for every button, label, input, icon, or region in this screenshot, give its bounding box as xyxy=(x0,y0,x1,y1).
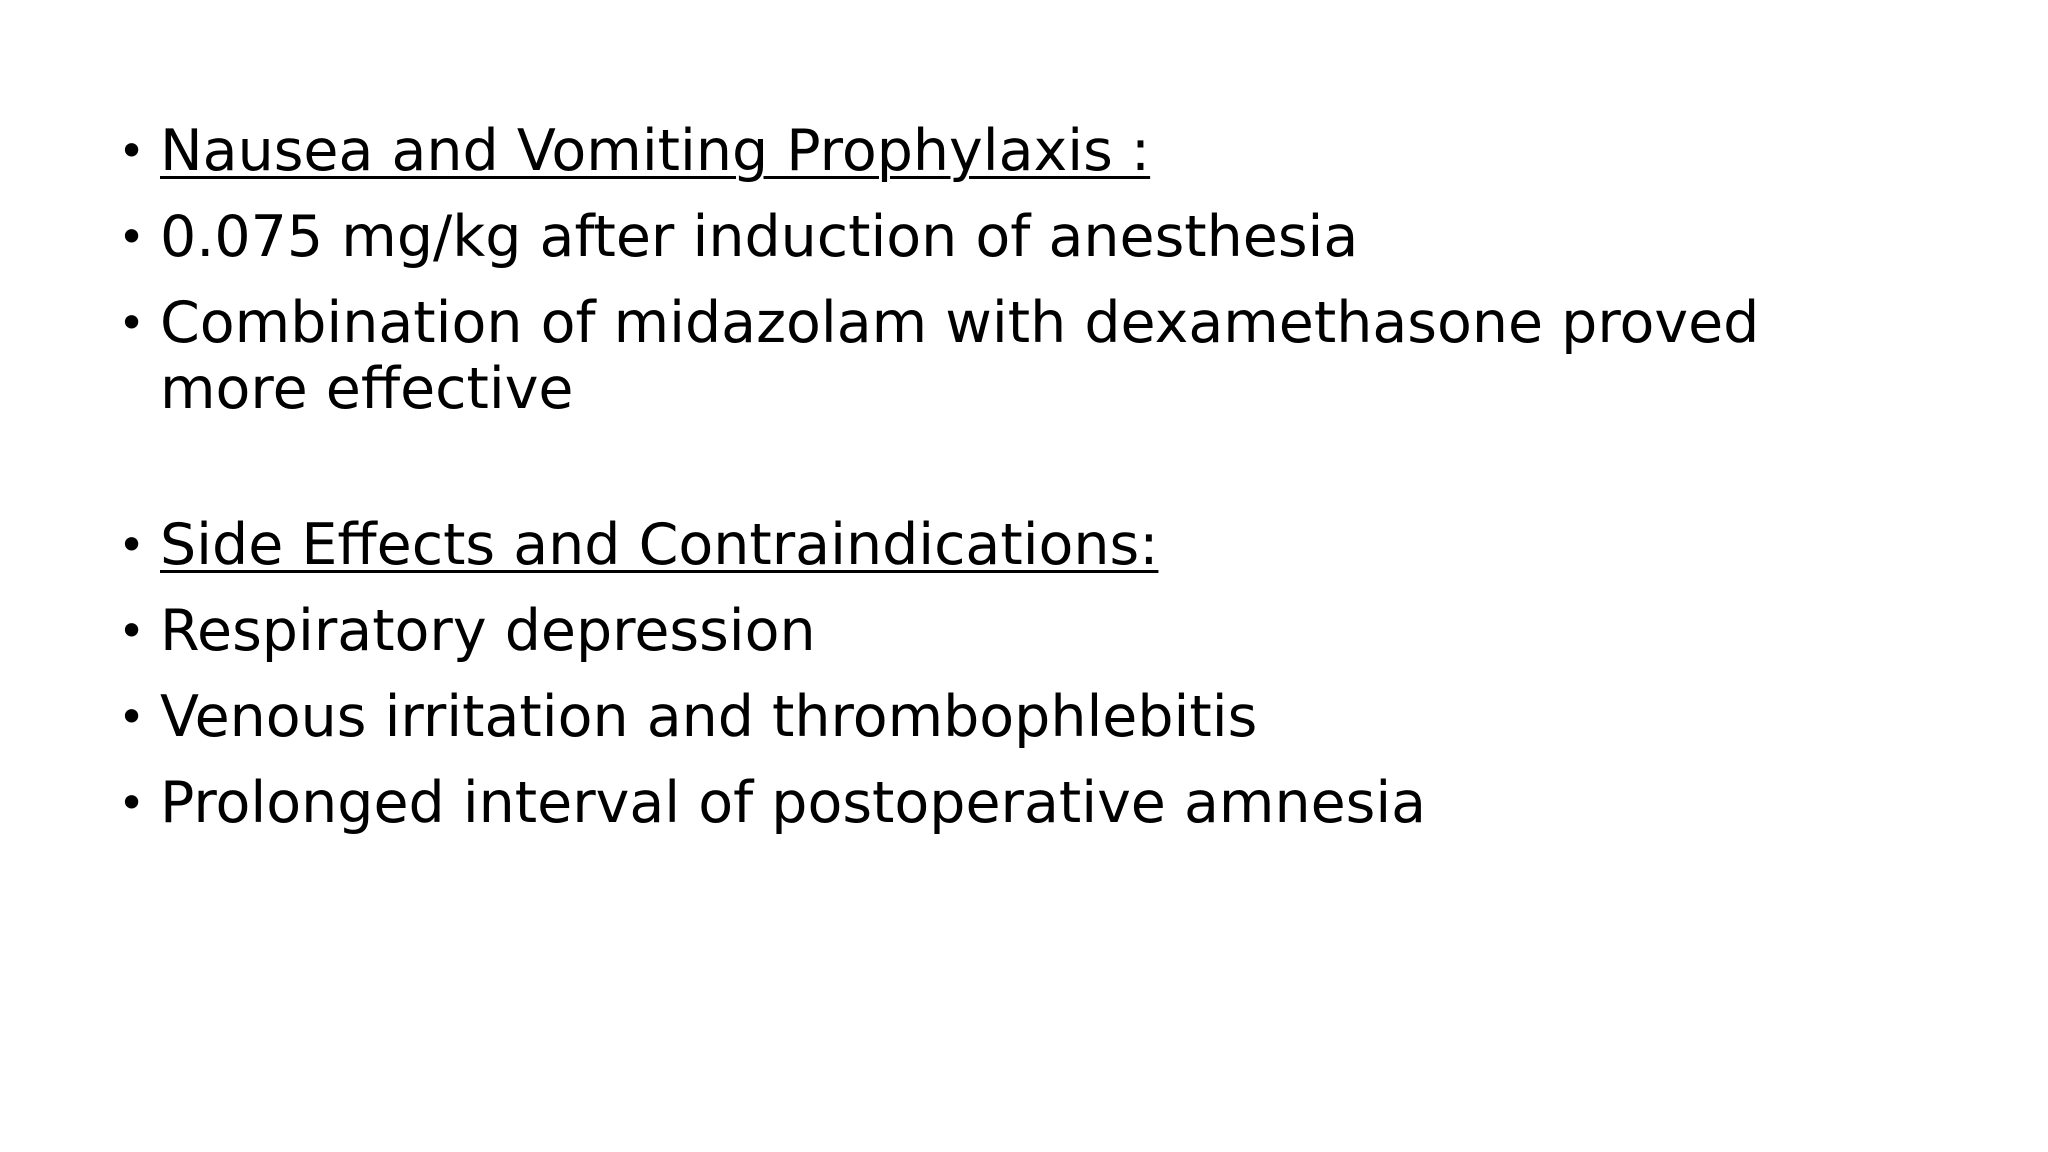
bullet-text: 0.075 mg/kg after induction of anesthesia xyxy=(160,204,1359,270)
heading-text: Side Effects and Contraindications: xyxy=(160,512,1159,578)
bullet-text: Prolonged interval of postoperative amnesia xyxy=(160,770,1427,836)
bullet-item xyxy=(115,684,1815,750)
bullet-item xyxy=(115,598,1815,664)
bullet-icon: • xyxy=(118,124,146,178)
bullet-icon: • xyxy=(118,296,146,350)
bullet-item xyxy=(115,770,1815,836)
bullet-list xyxy=(115,118,1815,856)
bullet-icon: • xyxy=(118,690,146,744)
heading-text: Nausea and Vomiting Prophylaxis : xyxy=(160,118,1151,184)
bullet-text: Combination of midazolam with dexamethasone proved more effective xyxy=(160,290,1760,422)
bullet-item xyxy=(115,290,1820,422)
bullet-text: Respiratory depression xyxy=(160,598,816,664)
bullet-icon: • xyxy=(118,604,146,658)
section-heading-side-effects xyxy=(115,512,1815,578)
bullet-item xyxy=(115,204,1815,270)
bullet-icon: • xyxy=(118,210,146,264)
bullet-text: Venous irritation and thrombophlebitis xyxy=(160,684,1258,750)
section-spacer xyxy=(115,442,1815,512)
bullet-icon: • xyxy=(118,776,146,830)
section-heading-nausea xyxy=(115,118,1815,184)
bullet-icon: • xyxy=(118,518,146,572)
